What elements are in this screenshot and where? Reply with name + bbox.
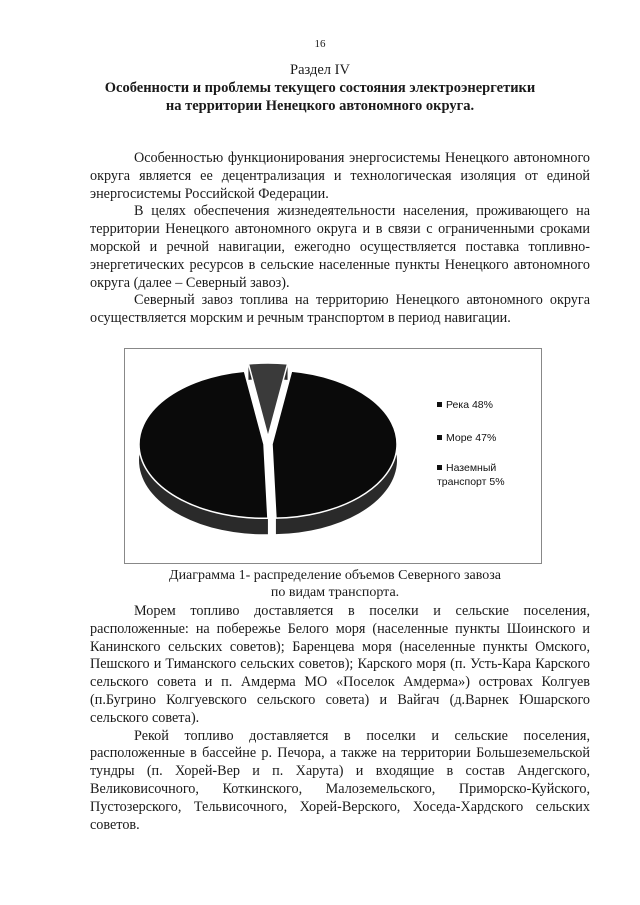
legend-marker-icon <box>437 435 442 440</box>
legend-label: Наземный транспорт 5% <box>437 462 505 488</box>
delivery-text <box>90 603 590 834</box>
chart-caption <box>140 567 530 601</box>
pie-chart-svg <box>125 349 541 563</box>
caption-line: Диаграмма 1- распределение объемов Северного завоза <box>169 568 501 583</box>
pie-chart <box>124 348 542 564</box>
paragraph: В целях обеспечения жизнедеятельности населения, проживающего на территории Ненецкого автономного округа и в связи с ограниченными сроками морской и речной навигации, ежегодно осуществляется поставка топливно-энергетических ресурсов в сельские населенные пункты Ненецкого автономного округа (далее – Северный завоз). <box>90 203 590 291</box>
paragraph: Морем топливо доставляется в поселки и сельские поселения, расположенные: на побережье Белого моря (населенные пункты Шоинского и Канинского сельских советов); Баренцева моря (населенные пункты Омского, Пешского и Тиманского сельских советов); Карского моря (п. Усть-Кара Карского сельского совета и п. Амдерма МО «Поселок Амдерма») островах Колгуев (п.Бугрино Колгуевского сельского совета) и Вайгач (д.Варнек Юшарского сельского совета). <box>90 603 590 726</box>
legend-label: Море 47% <box>446 432 497 444</box>
legend-marker-icon <box>437 465 442 470</box>
intro-text <box>90 150 590 328</box>
paragraph: Северный завоз топлива на территорию Ненецкого автономного округа осуществляется морским и речным транспортом в период навигации. <box>90 292 590 327</box>
paragraph: Особенностью функционирования энергосистемы Ненецкого автономного округа является ее децентрализация и технологическая изоляция от единой энергосистемы Российской Федерации. <box>90 150 590 202</box>
legend-label: Река 48% <box>446 399 493 411</box>
caption-line: по видам транспорта. <box>270 585 400 600</box>
paragraph: Рекой топливо доставляется в поселки и сельские поселения, расположенные в бассейне р. Печора, а также на территории Большеземельской тундры (п. Хорей-Вер и п. Харута) и входящие в состав Андегского, Великовисочного, Коткинского, Малоземельского, Приморско-Куйского, Пустозерского, Тельвисочного, Хорей-Верского, Хоседа-Хардского сельских советов. <box>90 727 590 833</box>
legend-item-land <box>437 462 515 489</box>
section-title: Особенности и проблемы текущего состояния электроэнергетики на территории Ненецкого автономного округа. <box>104 80 536 114</box>
section-label: Раздел IV <box>290 62 350 78</box>
legend-marker-icon <box>437 402 442 407</box>
pie-slice-river <box>139 371 268 534</box>
page-number: 16 <box>314 38 326 50</box>
legend-item-river <box>437 399 493 413</box>
legend-item-sea <box>437 432 496 446</box>
pie-slice-sea <box>272 371 397 534</box>
